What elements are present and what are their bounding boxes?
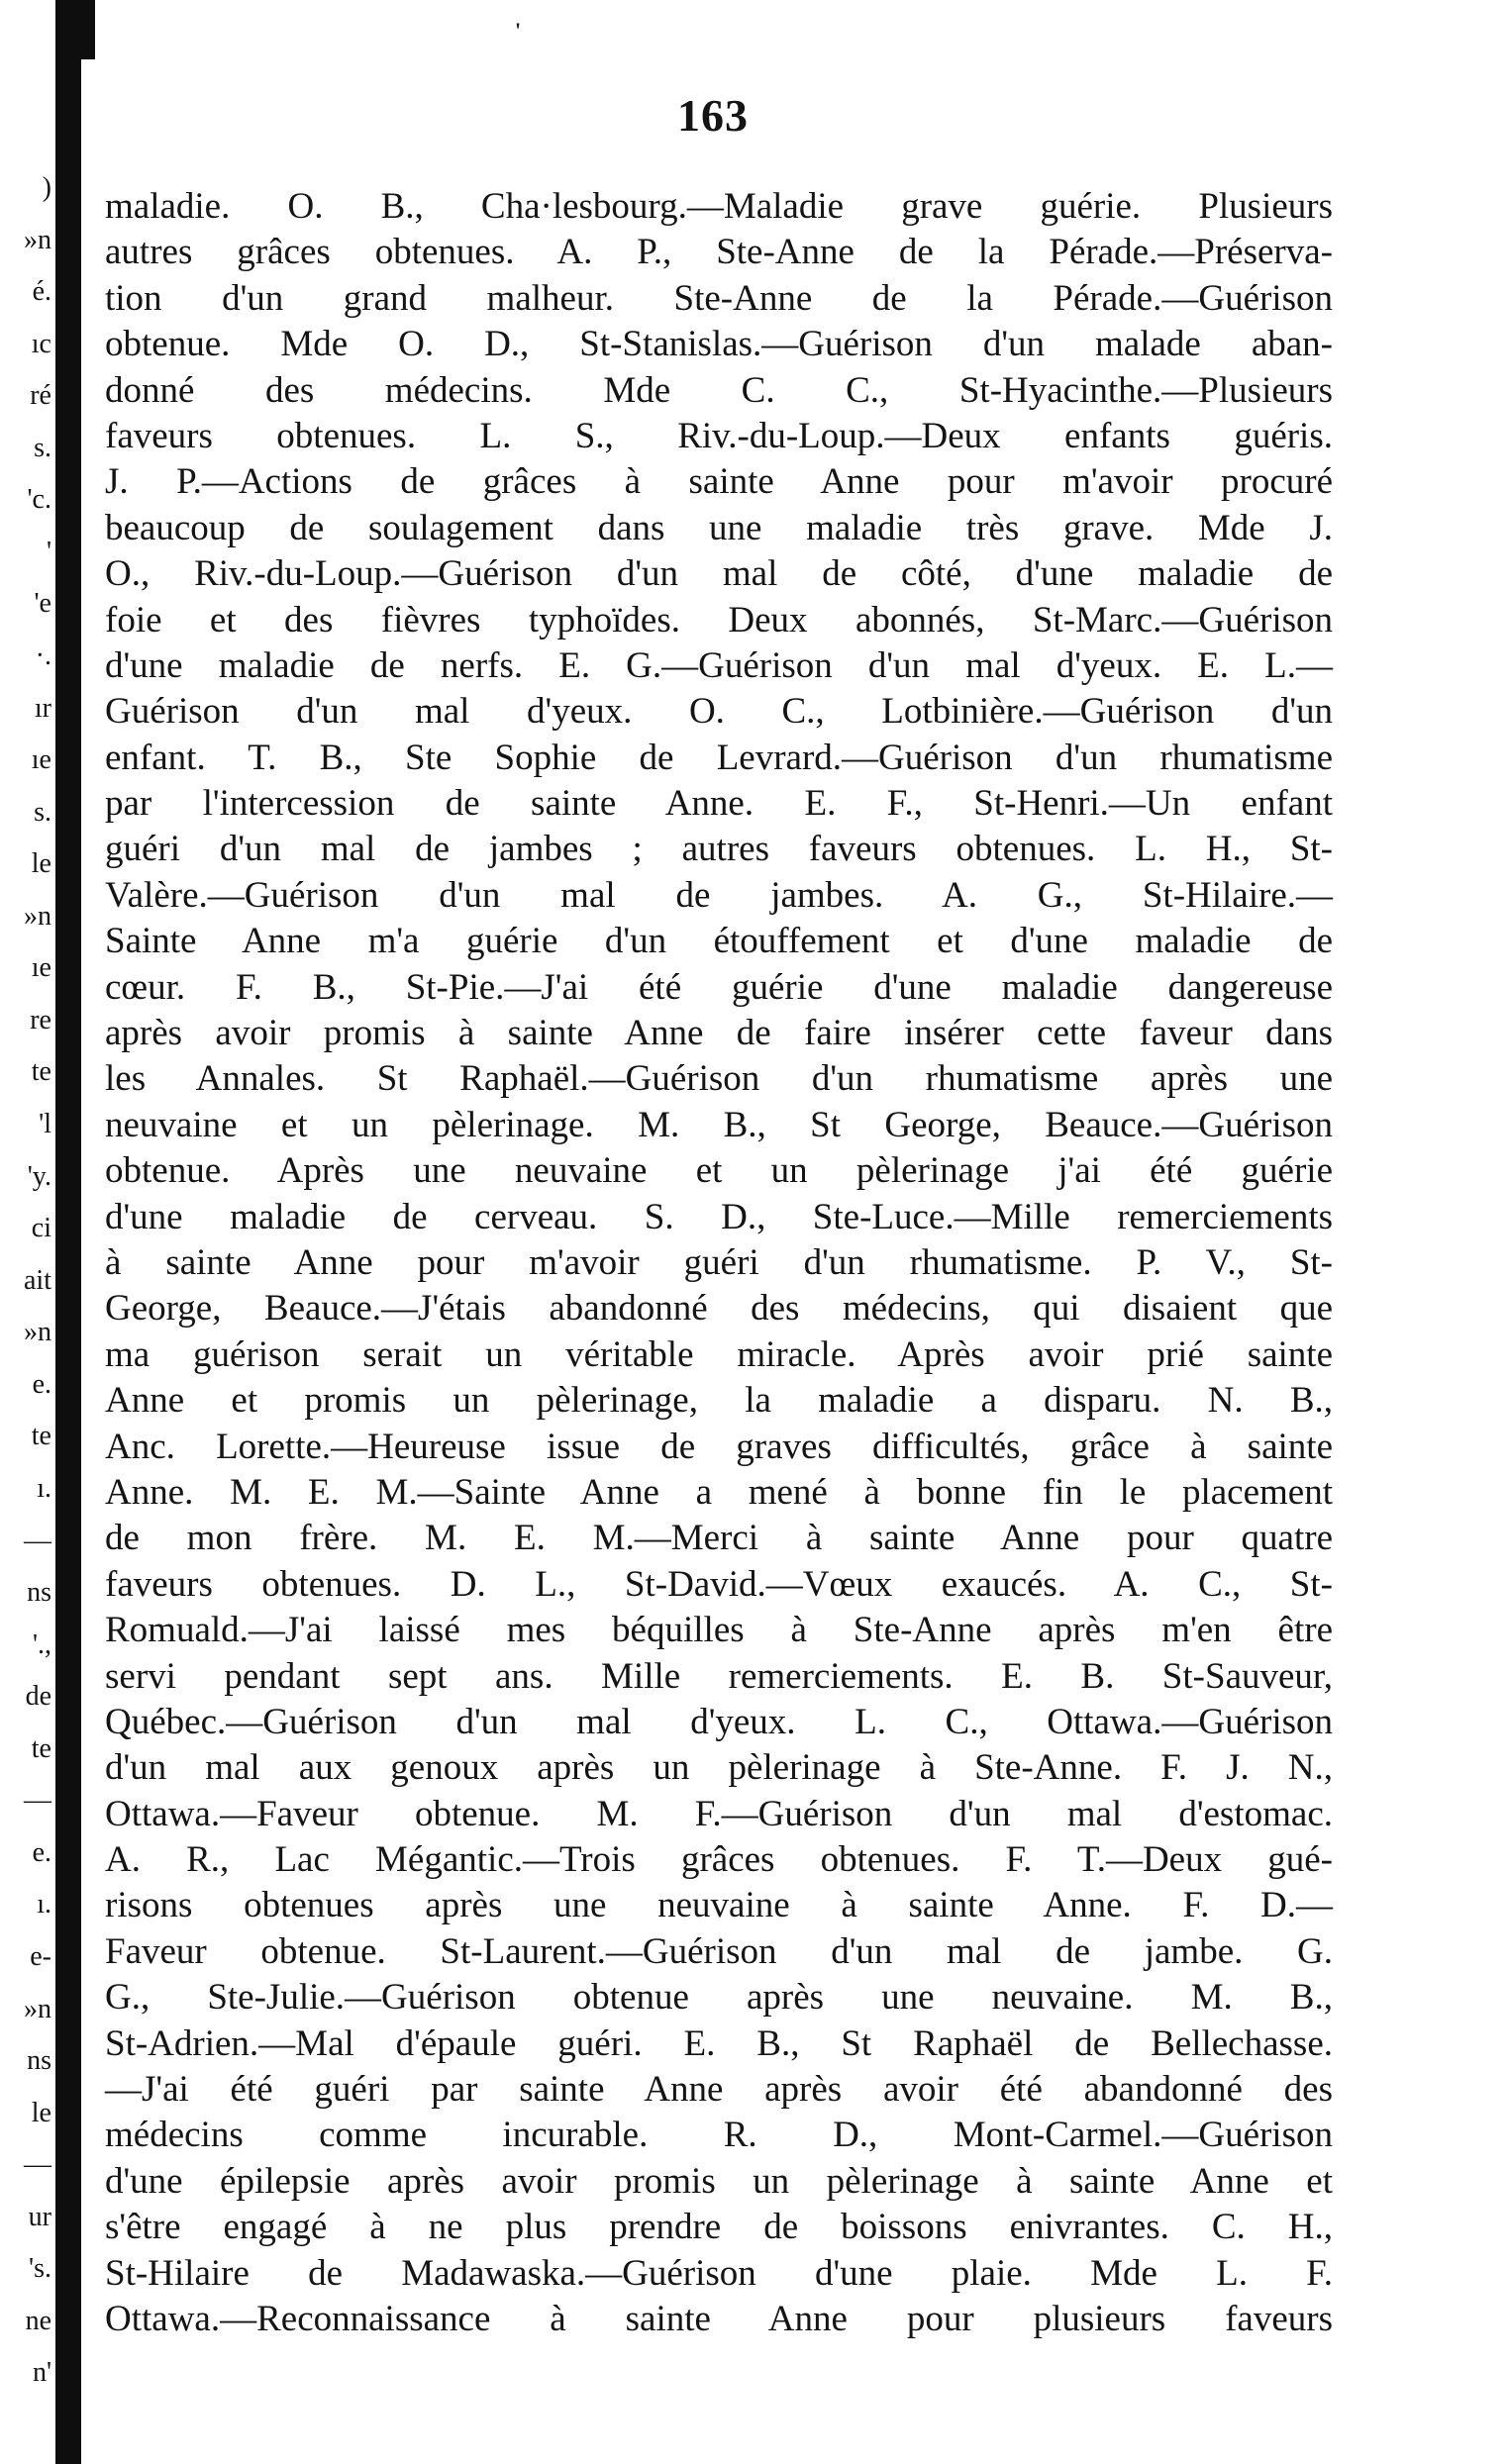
text-line: par l'intercession de sainte Anne. E. F., St-Henri.—Un enfant xyxy=(105,783,1333,825)
text-line: St-Adrien.—Mal d'épaule guéri. E. B., St Raphaël de Bellechasse. xyxy=(105,2022,1333,2064)
text-line: A. R., Lac Mégantic.—Trois grâces obtenues. F. T.—Deux gué- xyxy=(105,1839,1333,1881)
margin-fragment: 'y. xyxy=(27,1161,51,1192)
margin-fragment: e. xyxy=(32,1369,51,1400)
body-text xyxy=(105,184,1333,2342)
margin-fragment: ıe xyxy=(31,952,51,983)
text-line: d'une maladie de cerveau. S. D., Ste-Luce.—Mille remerciements xyxy=(105,1196,1333,1237)
margin-fragment: »n xyxy=(24,225,51,255)
text-line: St-Hilaire de Madawaska.—Guérison d'une plaie. Mde L. F. xyxy=(105,2252,1333,2294)
margin-fragment: ait xyxy=(24,1265,51,1296)
margin-fragment: de xyxy=(25,1681,51,1712)
text-line: George, Beauce.—J'étais abandonné des médecins, qui disaient que xyxy=(105,1288,1333,1330)
text-line: obtenue. Après une neuvaine et un pèlerinage j'ai été guérie xyxy=(105,1150,1333,1192)
text-line: servi pendant sept ans. Mille remerciements. E. B. St-Sauveur, xyxy=(105,1655,1333,1697)
text-line: tion d'un grand malheur. Ste-Anne de la Pérade.—Guérison xyxy=(105,277,1333,319)
text-line: à sainte Anne pour m'avoir guéri d'un rhumatisme. P. V., St- xyxy=(105,1241,1333,1283)
text-line: O., Riv.-du-Loup.—Guérison d'un mal de côté, d'une maladie de xyxy=(105,553,1333,595)
margin-fragment: e- xyxy=(30,1941,51,1972)
text-line: autres grâces obtenues. A. P., Ste-Anne de la Pérade.—Préserva- xyxy=(105,232,1333,273)
text-line: Faveur obtenue. St-Laurent.—Guérison d'un mal de jambe. G. xyxy=(105,1930,1333,1972)
text-line: Valère.—Guérison d'un mal de jambes. A. G., St-Hilaire.— xyxy=(105,874,1333,916)
text-line: G., Ste-Julie.—Guérison obtenue après une neuvaine. M. B., xyxy=(105,1977,1333,2019)
text-line: faveurs obtenues. D. L., St-David.—Vœux exaucés. A. C., St- xyxy=(105,1563,1333,1605)
margin-fragment: ı. xyxy=(37,1473,51,1504)
text-line: ma guérison serait un véritable miracle. Après avoir prié sainte xyxy=(105,1333,1333,1375)
text-line: Anne. M. E. M.—Sainte Anne a mené à bonne fin le placement xyxy=(105,1471,1333,1513)
text-line: risons obtenues après une neuvaine à sainte Anne. F. D.— xyxy=(105,1885,1333,1926)
text-line: obtenue. Mde O. D., St-Stanislas.—Guérison d'un malade aban- xyxy=(105,324,1333,365)
margin-fragment: ıc xyxy=(31,329,51,359)
text-line: enfant. T. B., Ste Sophie de Levrard.—Guérison d'un rhumatisme xyxy=(105,737,1333,778)
text-line: beaucoup de soulagement dans une maladie très grave. Mde J. xyxy=(105,507,1333,548)
margin-fragment: ·. xyxy=(35,641,51,671)
text-line: Québec.—Guérison d'un mal d'yeux. L. C., Ottawa.—Guérison xyxy=(105,1701,1333,1742)
margin-fragment: s. xyxy=(34,797,51,828)
margin-fragment: — xyxy=(24,1526,51,1556)
margin-fragment: 'c. xyxy=(27,484,51,515)
top-mark: ' xyxy=(515,18,522,43)
margin-fragment: re xyxy=(30,1005,51,1035)
margin-fragment: 's. xyxy=(29,2253,51,2284)
text-line: guéri d'un mal de jambes ; autres faveurs obtenues. L. H., St- xyxy=(105,829,1333,870)
text-line: donné des médecins. Mde C. C., St-Hyacinthe.—Plusieurs xyxy=(105,369,1333,411)
margin-fragment: ur xyxy=(28,2202,51,2232)
text-line: Anne et promis un pèlerinage, la maladie a disparu. N. B., xyxy=(105,1380,1333,1422)
text-line: Guérison d'un mal d'yeux. O. C., Lotbinière.—Guérison d'un xyxy=(105,691,1333,733)
text-line: Romuald.—J'ai laissé mes béquilles à Ste-Anne après m'en être xyxy=(105,1610,1333,1651)
text-line: d'une maladie de nerfs. E. G.—Guérison d'un mal d'yeux. E. L.— xyxy=(105,644,1333,686)
text-line: J. P.—Actions de grâces à sainte Anne pour m'avoir procuré xyxy=(105,461,1333,503)
text-line: Ottawa.—Reconnaissance à sainte Anne pour plusieurs faveurs xyxy=(105,2298,1333,2339)
margin-fragment: n' xyxy=(32,2357,51,2388)
margin-fragment: te xyxy=(31,1421,51,1451)
margin-fragment: ns xyxy=(27,2045,51,2076)
margin-fragment: — xyxy=(24,1785,51,1816)
margin-fragment: ) xyxy=(42,172,51,203)
text-line: foie et des fièvres typhoïdes. Deux abonnés, St-Marc.—Guérison xyxy=(105,599,1333,641)
text-line: les Annales. St Raphaël.—Guérison d'un rhumatisme après une xyxy=(105,1058,1333,1100)
margin-fragment: »n xyxy=(24,1994,51,2024)
margin-fragment: le xyxy=(31,2098,51,2128)
text-line: Ottawa.—Faveur obtenue. M. F.—Guérison d'un mal d'estomac. xyxy=(105,1793,1333,1834)
margin-fragment: 'l xyxy=(39,1109,51,1139)
text-line: après avoir promis à sainte Anne de faire insérer cette faveur dans xyxy=(105,1013,1333,1054)
binding-gutter-top xyxy=(55,0,95,59)
margin-fragment: ı. xyxy=(37,1889,51,1920)
margin-fragment: ' xyxy=(46,537,51,567)
margin-fragment: ıe xyxy=(31,744,51,775)
binding-gutter xyxy=(55,0,81,2464)
margin-fragment: 'e xyxy=(34,588,51,619)
text-line: d'un mal aux genoux après un pèlerinage à Ste-Anne. F. J. N., xyxy=(105,1747,1333,1789)
margin-fragment: ci xyxy=(31,1213,51,1243)
margin-fragment: ns xyxy=(27,1577,51,1608)
margin-fragment: s. xyxy=(34,433,51,463)
margin-fragment: le xyxy=(31,848,51,879)
text-line: —J'ai été guéri par sainte Anne après avoir été abandonné des xyxy=(105,2069,1333,2111)
margin-fragment: »n xyxy=(24,901,51,932)
text-line: maladie. O. B., Cha·lesbourg.—Maladie grave guérie. Plusieurs xyxy=(105,186,1333,227)
margin-fragment: ır xyxy=(34,693,51,724)
text-line: s'être engagé à ne plus prendre de boissons enivrantes. C. H., xyxy=(105,2207,1333,2248)
margin-fragment: '., xyxy=(32,1629,51,1660)
text-line: d'une épilepsie après avoir promis un pèlerinage à sainte Anne et xyxy=(105,2160,1333,2202)
margin-fragment: e. xyxy=(32,1837,51,1868)
margin-fragment: te xyxy=(31,1056,51,1087)
margin-fragment: ré xyxy=(30,380,51,411)
text-line: cœur. F. B., St-Pie.—J'ai été guérie d'une maladie dangereuse xyxy=(105,966,1333,1008)
text-line: faveurs obtenues. L. S., Riv.-du-Loup.—Deux enfants guéris. xyxy=(105,415,1333,456)
page-number: 163 xyxy=(677,90,749,141)
text-line: de mon frère. M. E. M.—Merci à sainte Anne pour quatre xyxy=(105,1518,1333,1559)
margin-fragment: »n xyxy=(24,1317,51,1347)
margin-fragment: — xyxy=(24,2149,51,2180)
text-line: Anc. Lorette.—Heureuse issue de graves difficultés, grâce à sainte xyxy=(105,1426,1333,1467)
margin-fragment: é. xyxy=(32,276,51,307)
text-line: médecins comme incurable. R. D., Mont-Carmel.—Guérison xyxy=(105,2115,1333,2156)
margin-fragment: te xyxy=(31,1733,51,1764)
text-line: Sainte Anne m'a guérie d'un étouffement et d'une maladie de xyxy=(105,921,1333,962)
text-line: neuvaine et un pèlerinage. M. B., St George, Beauce.—Guérison xyxy=(105,1104,1333,1145)
margin-fragment: ne xyxy=(25,2306,51,2336)
left-margin-fragments xyxy=(0,174,55,2451)
